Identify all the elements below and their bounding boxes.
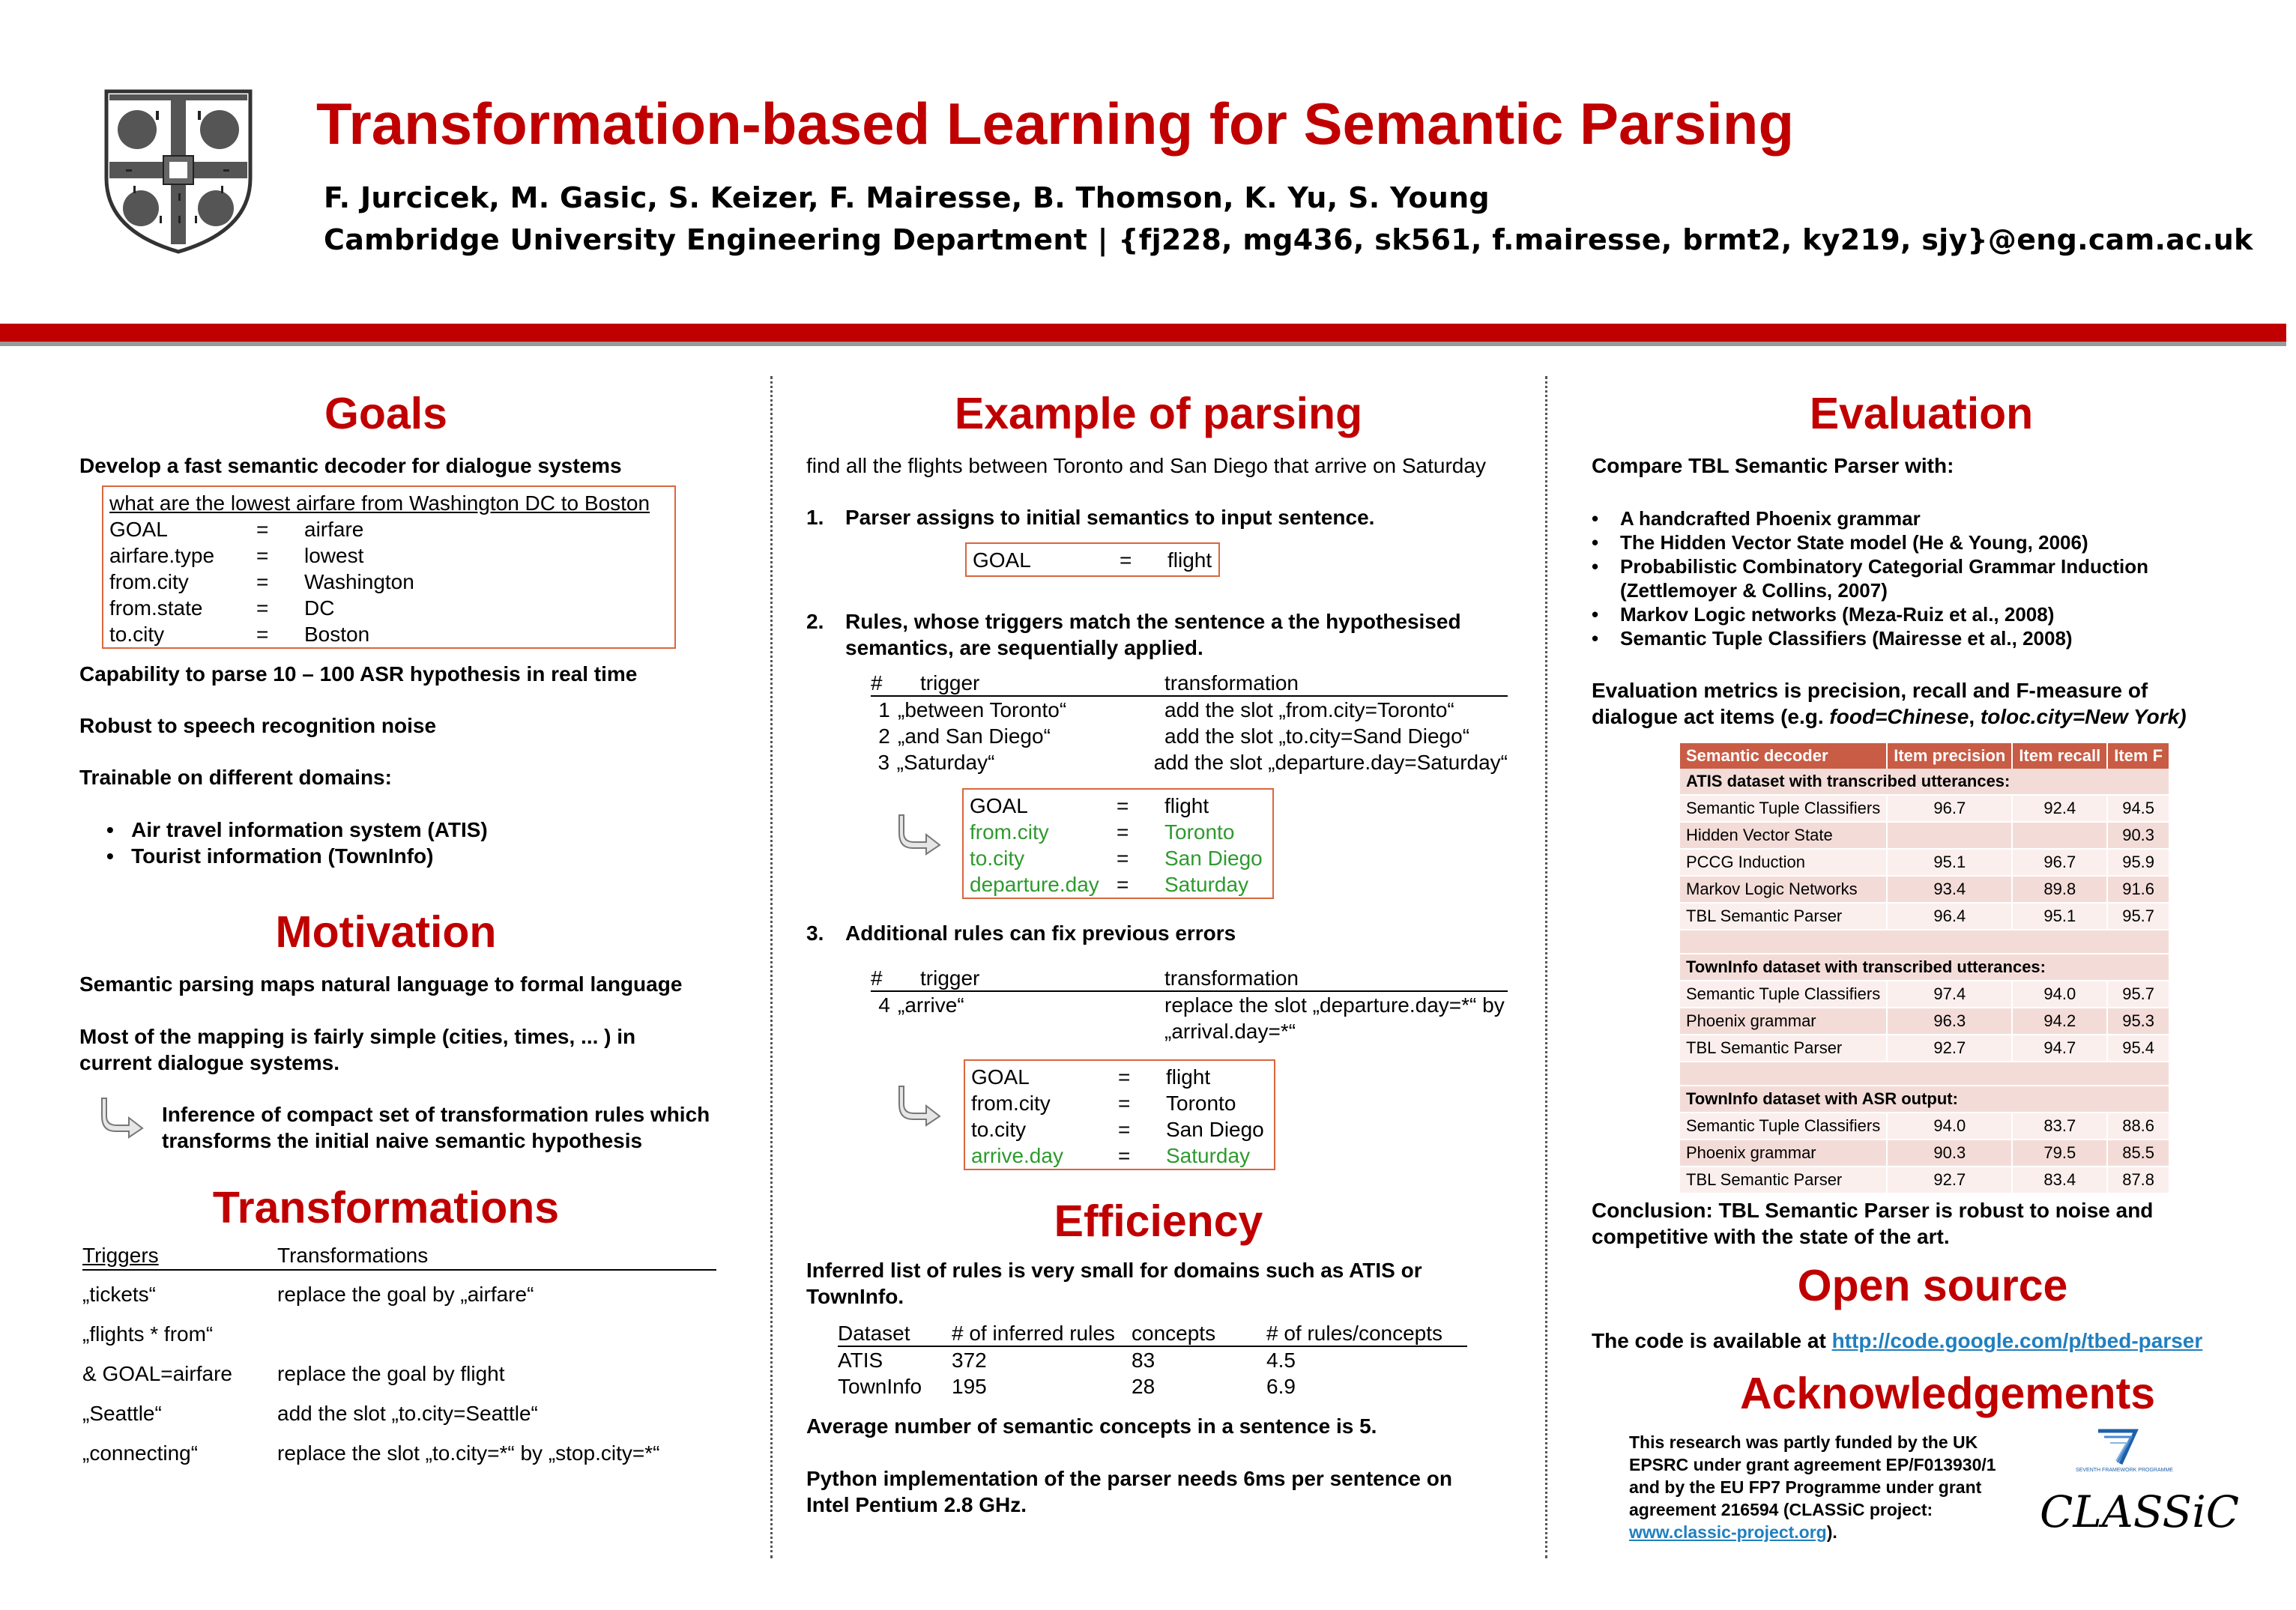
evaluation-table-col: Item recall <box>2012 743 2107 769</box>
evaluation-table-cell: 95.9 <box>2107 849 2169 876</box>
efficiency-col: # of inferred rules <box>952 1322 1115 1345</box>
initial-semantics-box <box>965 542 1220 577</box>
transformation-action: replace the goal by flight <box>277 1362 505 1385</box>
evaluation-table-cell: 92.4 <box>2012 795 2107 822</box>
hypothesis-slot-row <box>971 1143 1268 1169</box>
efficiency-p2: Average number of semantic concepts in a sentence is 5. <box>806 1414 1377 1438</box>
rules-rows <box>871 697 1508 775</box>
column-divider-left <box>770 376 773 1558</box>
evaluation-table-row <box>1680 981 2169 1008</box>
evaluation-table-cell: 95.1 <box>1887 849 2012 876</box>
efficiency-table <box>838 1322 1467 1399</box>
evaluation-table-cell: 90.3 <box>1887 1140 2012 1166</box>
evaluation-table-cell: TBL Semantic Parser <box>1680 903 1887 930</box>
rule4-transformation <box>1164 992 1505 1044</box>
rule-num: 2 <box>878 724 890 748</box>
evaluation-table-cell: 94.2 <box>2012 1008 2107 1035</box>
slot-name: departure.day <box>970 873 1099 896</box>
transformation-row <box>82 1441 716 1481</box>
goals-heading: Goals <box>324 389 447 438</box>
efficiency-cell: 6.9 <box>1266 1375 1296 1398</box>
hypothesis-slot-row <box>970 819 1266 845</box>
efficiency-cell: 83 <box>1132 1349 1155 1372</box>
rule-row <box>871 723 1508 749</box>
motivation-p1: Semantic parsing maps natural language to formal language <box>79 972 683 996</box>
evaluation-table-cell: 95.1 <box>2012 903 2107 930</box>
evaluation-table-cell: Hidden Vector State <box>1680 822 1887 849</box>
goal-slot-row <box>109 542 668 569</box>
evaluation-table-row <box>1680 876 2169 903</box>
example-sentence: find all the flights between Toronto and San Diego that arrive on Saturday <box>806 454 1486 477</box>
rules-col-trigger: trigger <box>920 671 980 694</box>
goals-capability-trainable: Trainable on different domains: <box>79 766 392 789</box>
transformations-rows <box>82 1283 716 1481</box>
transformation-action: replace the slot „to.city=*“ by „stop.city=*“ <box>277 1441 660 1465</box>
goals-domain-item: • Air travel information system (ATIS) <box>106 818 488 841</box>
evaluation-table-cell: 91.6 <box>2107 876 2169 903</box>
slot-eq: = <box>1117 873 1129 896</box>
hypothesis-slot-row <box>971 1090 1268 1116</box>
efficiency-p3a: Python implementation of the parser needs 6ms per sentence on <box>806 1467 1452 1490</box>
transformation-trigger: „tickets“ <box>82 1283 156 1306</box>
slot-value: Boston <box>304 623 370 646</box>
slot-eq: = <box>1118 1065 1131 1089</box>
transformations-table <box>82 1244 716 1481</box>
motivation-p3b: transforms the initial naive semantic hypothesis <box>162 1129 643 1152</box>
goal-slot-row <box>109 569 668 595</box>
transformation-trigger: & GOAL=airfare <box>82 1362 232 1385</box>
goal-slot-row <box>109 516 668 542</box>
slot-value: flight <box>1164 794 1209 817</box>
slot-eq: = <box>1117 820 1129 844</box>
acknowledgements-heading: Acknowledgements <box>1739 1369 2156 1418</box>
evaluation-table-cell: 95.3 <box>2107 1008 2169 1035</box>
transformation-action: replace the goal by „airfare“ <box>277 1283 534 1306</box>
evaluation-table-cell: 85.5 <box>2107 1140 2169 1166</box>
goal-slot-row <box>109 595 668 621</box>
rule4-num: 4 <box>878 993 890 1017</box>
slot-value: airfare <box>304 518 364 541</box>
slot-name: GOAL <box>970 794 1028 817</box>
evaluation-table-cell: 83.4 <box>2012 1166 2107 1193</box>
curved-arrow-icon <box>898 1083 943 1125</box>
example-heading: Example of parsing <box>954 389 1363 438</box>
slot-name: to.city <box>971 1118 1027 1141</box>
rule4-transformation-a: replace the slot „departure.day=*“ by <box>1164 993 1505 1017</box>
slot-eq: = <box>1117 794 1129 817</box>
hypothesis-box-1 <box>962 788 1274 899</box>
goals-example-box <box>102 485 676 649</box>
classic-logo: CLASSiC <box>2040 1486 2240 1537</box>
compare-item-label: A handcrafted Phoenix grammar <box>1620 507 1921 530</box>
ack-line-2: EPSRC under grant agreement EP/F013930/1 <box>1629 1455 1996 1474</box>
ack-line-3: and by the EU FP7 Programme under grant <box>1629 1477 1982 1497</box>
transformation-trigger: „flights * from“ <box>82 1322 214 1346</box>
slot-name: from.city <box>971 1092 1051 1115</box>
evaluation-table-cell: Phoenix grammar <box>1680 1140 1887 1166</box>
rule4-transformation-b: „arrival.day=*“ <box>1164 1020 1296 1043</box>
slot-eq: = <box>256 623 269 646</box>
curved-arrow-icon <box>898 812 943 854</box>
efficiency-p1a: Inferred list of rules is very small for domains such as ATIS or <box>806 1259 1422 1282</box>
slot-value: Saturday <box>1164 873 1249 896</box>
rule-trigger: „Saturday“ <box>896 751 995 774</box>
efficiency-col: # of rules/concepts <box>1266 1322 1443 1345</box>
evaluation-table-cell: 93.4 <box>1887 876 2012 903</box>
slot-name: airfare.type <box>109 544 215 567</box>
evaluation-table-cell: Markov Logic Networks <box>1680 876 1887 903</box>
evaluation-table-cell: TBL Semantic Parser <box>1680 1035 1887 1062</box>
slot-name: to.city <box>970 847 1025 870</box>
evaluation-table-cell: 90.3 <box>2107 822 2169 849</box>
init-slot: GOAL <box>973 548 1031 572</box>
hypothesis-slot-row <box>970 845 1266 871</box>
evaluation-table-row <box>1680 903 2169 930</box>
bullet: • <box>1592 627 1599 650</box>
evaluation-compare-item-cont: (Zettlemoyer & Collins, 2007) <box>1620 579 1888 602</box>
motivation-p3a: Inference of compact set of transformation rules which <box>162 1103 710 1126</box>
goals-intro: Develop a fast semantic decoder for dialogue systems <box>79 454 622 477</box>
example-step2-text-b: semantics, are sequentially applied. <box>845 636 1203 659</box>
efficiency-col: Dataset <box>838 1322 910 1345</box>
evaluation-table-cell: Semantic Tuple Classifiers <box>1680 795 1887 822</box>
evaluation-table-cell: 87.8 <box>2107 1166 2169 1193</box>
evaluation-table-cell: 94.0 <box>2012 981 2107 1008</box>
header-red-band <box>0 324 2286 342</box>
init-eq: = <box>1120 548 1132 572</box>
efficiency-row <box>838 1347 1467 1373</box>
efficiency-p3b: Intel Pentium 2.8 GHz. <box>806 1493 1027 1516</box>
metrics-b-text: dialogue act items (e.g. <box>1592 705 1830 728</box>
ack-end: ). <box>1826 1522 1837 1542</box>
slot-name: to.city <box>109 623 165 646</box>
transformations-heading: Transformations <box>212 1183 560 1232</box>
evaluation-table-cell: 96.3 <box>1887 1008 2012 1035</box>
transformations-col-triggers: Triggers <box>82 1244 159 1267</box>
bullet: • <box>1592 507 1599 530</box>
slot-value: Toronto <box>1166 1092 1236 1115</box>
slot-value: DC <box>304 596 335 620</box>
rule-trigger: „between Toronto“ <box>898 698 1067 721</box>
evaluation-table-cell: 95.7 <box>2107 981 2169 1008</box>
transformations-col-transformations: Transformations <box>277 1244 429 1267</box>
motivation-heading: Motivation <box>275 907 497 957</box>
evaluation-table-cell: 97.4 <box>1887 981 2012 1008</box>
evaluation-table-cell: Semantic Tuple Classifiers <box>1680 981 1887 1008</box>
motivation-p2a: Most of the mapping is fairly simple (cities, times, ... ) in <box>79 1025 636 1048</box>
open-source-text <box>1592 1329 2202 1353</box>
example-step3-num: 3. <box>806 921 824 945</box>
hypothesis-slot-row <box>971 1116 1268 1143</box>
transformation-row <box>82 1402 716 1441</box>
hypothesis-box-2 <box>964 1059 1275 1170</box>
goals-domain-label: Tourist information (TownInfo) <box>131 844 434 868</box>
fp7-logo-text: SEVENTH FRAMEWORK PROGRAMME <box>2076 1468 2173 1473</box>
evaluation-table-row <box>1680 1035 2169 1062</box>
evaluation-intro: Compare TBL Semantic Parser with: <box>1592 454 1954 477</box>
efficiency-cell: 4.5 <box>1266 1349 1296 1372</box>
slot-eq: = <box>256 518 269 541</box>
bullet: • <box>1592 555 1599 578</box>
motivation-p2b: current dialogue systems. <box>79 1051 340 1074</box>
example-step1-num: 1. <box>806 506 824 529</box>
efficiency-heading: Efficiency <box>1054 1196 1263 1246</box>
hypothesis-slot-row <box>970 793 1266 819</box>
compare-item-label: Probabilistic Combinatory Categorial Grammar Induction <box>1620 555 2149 578</box>
evaluation-table-cell: 88.6 <box>2107 1113 2169 1140</box>
rule-num: 3 <box>877 751 890 774</box>
example-step2-num: 2. <box>806 610 824 633</box>
rule-num: 1 <box>878 698 890 721</box>
evaluation-table-row <box>1680 1140 2169 1166</box>
transformation-row <box>82 1283 716 1322</box>
rule-trigger: „and San Diego“ <box>898 724 1051 748</box>
transformation-row <box>82 1322 716 1362</box>
rule-transformation: add the slot „to.city=Sand Diego“ <box>1164 724 1470 748</box>
metrics-sep: , <box>1969 705 1981 728</box>
slot-eq: = <box>1117 847 1129 870</box>
rule4-col-transformation: transformation <box>1164 966 1299 990</box>
evaluation-table-col: Semantic decoder <box>1680 743 1887 769</box>
slot-value: lowest <box>304 544 364 567</box>
affiliation-line: Cambridge University Engineering Department | {fj228, mg436, sk561, f.mairesse, brmt2, ky219, sjy}@eng.cam.ac.uk <box>324 223 2253 256</box>
efficiency-cell: ATIS <box>838 1349 883 1372</box>
example-step3-text: Additional rules can fix previous errors <box>845 921 1236 945</box>
evaluation-table-cell: 95.4 <box>2107 1035 2169 1062</box>
goals-domain-item: • Tourist information (TownInfo) <box>106 844 434 868</box>
slot-value: flight <box>1166 1065 1211 1089</box>
evaluation-table-cell: Phoenix grammar <box>1680 1008 1887 1035</box>
open-source-link[interactable]: http://code.google.com/p/tbed-parser <box>1831 1329 2203 1352</box>
goals-example-sentence: what are the lowest airfare from Washington DC to Boston <box>109 491 650 515</box>
transformation-row <box>82 1362 716 1402</box>
evaluation-table-row <box>1680 849 2169 876</box>
evaluation-table-header <box>1680 743 2169 769</box>
rule-transformation: add the slot „from.city=Toronto“ <box>1164 698 1454 721</box>
metrics-example-1: food=Chinese <box>1829 705 1969 728</box>
evaluation-table-row <box>1680 1008 2169 1035</box>
evaluation-compare-item <box>1592 626 2148 650</box>
rule4-trigger: „arrive“ <box>898 993 964 1017</box>
slot-name: from.city <box>109 570 189 593</box>
efficiency-cell: 195 <box>952 1375 987 1398</box>
evaluation-table-cell: 94.5 <box>2107 795 2169 822</box>
open-source-heading: Open source <box>1797 1261 2068 1310</box>
rules-col-transformation: transformation <box>1164 671 1299 694</box>
efficiency-rows <box>838 1347 1467 1399</box>
efficiency-header-row <box>838 1322 1467 1347</box>
evaluation-conclusion-a: Conclusion: TBL Semantic Parser is robust to noise and <box>1592 1199 2154 1222</box>
goals-capability-robust: Robust to speech recognition noise <box>79 714 437 737</box>
evaluation-compare-item <box>1592 554 2148 578</box>
curved-arrow-icon <box>100 1095 145 1137</box>
slot-value: San Diego <box>1164 847 1263 870</box>
goals-capability-realtime: Capability to parse 10 – 100 ASR hypothesis in real time <box>79 662 638 686</box>
evaluation-table-cell <box>2012 822 2107 849</box>
metrics-example-2: toloc.city=New York) <box>1980 705 2187 728</box>
hypothesis-slot-row <box>970 871 1266 898</box>
evaluation-table-spacer <box>1680 1062 2169 1086</box>
transformation-action: add the slot „to.city=Seattle“ <box>277 1402 538 1425</box>
evaluation-table-cell: 83.7 <box>2012 1113 2107 1140</box>
evaluation-conclusion-b: competitive with the state of the art. <box>1592 1225 1950 1248</box>
rule-row <box>871 749 1508 775</box>
evaluation-table-cell: 96.4 <box>1887 903 2012 930</box>
rule4-header-row <box>871 966 1508 992</box>
slot-name: from.state <box>109 596 203 620</box>
fp7-logo <box>2076 1426 2173 1473</box>
hypothesis-slot-row <box>971 1064 1268 1090</box>
rule4-col-trigger: trigger <box>920 966 980 990</box>
slot-name: GOAL <box>109 518 168 541</box>
evaluation-metrics-a: Evaluation metrics is precision, recall and F-measure of <box>1592 679 2148 702</box>
ack-line-1: This research was partly funded by the UK <box>1629 1432 1978 1452</box>
slot-name: from.city <box>970 820 1049 844</box>
slot-eq: = <box>256 570 269 593</box>
slot-eq: = <box>1118 1118 1131 1141</box>
rule4-table <box>871 966 1508 1044</box>
efficiency-cell: TownInfo <box>838 1375 922 1398</box>
goals-domain-label: Air travel information system (ATIS) <box>131 818 488 841</box>
efficiency-col: concepts <box>1132 1322 1216 1345</box>
evaluation-table-cell: TBL Semantic Parser <box>1680 1166 1887 1193</box>
transformations-header-row <box>82 1244 716 1271</box>
header-gray-band <box>0 342 2286 346</box>
efficiency-row <box>838 1373 1467 1399</box>
slot-value: Toronto <box>1164 820 1235 844</box>
slot-eq: = <box>256 544 269 567</box>
evaluation-table-cell: 94.0 <box>1887 1113 2012 1140</box>
slot-value: San Diego <box>1166 1118 1264 1141</box>
authors-line: F. Jurcicek, M. Gasic, S. Keizer, F. Mairesse, B. Thomson, K. Yu, S. Young <box>324 181 1490 214</box>
evaluation-table-cell: 92.7 <box>1887 1166 2012 1193</box>
rule4-row <box>871 992 1508 1044</box>
evaluation-table-cell: 89.8 <box>2012 876 2107 903</box>
evaluation-table-cell: 96.7 <box>2012 849 2107 876</box>
evaluation-table-cell: 79.5 <box>2012 1140 2107 1166</box>
efficiency-cell: 28 <box>1132 1375 1155 1398</box>
rules-col-num: # <box>871 671 883 694</box>
evaluation-group-title: TownInfo dataset with transcribed utterances: <box>1680 954 2169 981</box>
ack-line-4: agreement 216594 (CLASSiC project: <box>1629 1500 1933 1519</box>
efficiency-p1b: TownInfo. <box>806 1285 904 1308</box>
evaluation-table-cell <box>1887 822 2012 849</box>
acknowledgements-text <box>1629 1431 1996 1543</box>
example-step1-text: Parser assigns to initial semantics to input sentence. <box>845 506 1375 529</box>
bullet: • <box>1592 603 1599 626</box>
compare-item-label: Markov Logic networks (Meza-Ruiz et al., 2008) <box>1620 603 2055 626</box>
evaluation-results-table <box>1680 743 2170 1194</box>
evaluation-table-cell: 96.7 <box>1887 795 2012 822</box>
evaluation-table-cell: PCCG Induction <box>1680 849 1887 876</box>
slot-eq: = <box>1118 1144 1131 1167</box>
university-crest-logo <box>103 88 253 255</box>
goals-slot-list <box>109 516 668 647</box>
efficiency-cell: 372 <box>952 1349 987 1372</box>
slot-eq: = <box>1118 1092 1131 1115</box>
evaluation-table-row <box>1680 795 2169 822</box>
compare-item-label: Semantic Tuple Classifiers (Mairesse et al., 2008) <box>1620 627 2073 650</box>
evaluation-compare-item <box>1592 602 2148 626</box>
evaluation-compare-item <box>1592 506 2148 530</box>
rules-header-row <box>871 671 1508 697</box>
slot-name: GOAL <box>971 1065 1030 1089</box>
evaluation-compare-list <box>1592 506 2148 650</box>
goal-slot-row <box>109 621 668 647</box>
evaluation-metrics-b <box>1592 705 2187 729</box>
evaluation-group-title: TownInfo dataset with ASR output: <box>1680 1086 2169 1113</box>
evaluation-heading: Evaluation <box>1809 389 2034 438</box>
evaluation-table-cell: 94.7 <box>2012 1035 2107 1062</box>
evaluation-compare-item <box>1592 530 2148 554</box>
transformation-trigger: „Seattle“ <box>82 1402 162 1425</box>
evaluation-table-group <box>1680 769 2169 795</box>
ack-link[interactable]: www.classic-project.org <box>1629 1522 1827 1542</box>
ack-line-5 <box>1629 1521 1996 1543</box>
slot-value: Saturday <box>1166 1144 1251 1167</box>
bullet: • <box>1592 531 1599 554</box>
slot-eq: = <box>256 596 269 620</box>
compare-item-label: The Hidden Vector State model (He & Young, 2006) <box>1620 531 2088 554</box>
open-source-label: The code is available at <box>1592 1329 1832 1352</box>
evaluation-table-group <box>1680 954 2169 981</box>
slot-value: Washington <box>304 570 414 593</box>
evaluation-table-col: Item precision <box>1887 743 2012 769</box>
evaluation-table-cell: 95.7 <box>2107 903 2169 930</box>
evaluation-table-cell: Semantic Tuple Classifiers <box>1680 1113 1887 1140</box>
evaluation-table-row <box>1680 822 2169 849</box>
evaluation-table-row <box>1680 1113 2169 1140</box>
rule-row <box>871 697 1508 723</box>
transformation-trigger: „connecting“ <box>82 1441 199 1465</box>
evaluation-table-row <box>1680 1166 2169 1193</box>
rules-table <box>871 671 1508 775</box>
rule-transformation: add the slot „departure.day=Saturday“ <box>1153 751 1508 774</box>
poster-title: Transformation-based Learning for Semantic Parsing <box>316 91 1795 157</box>
init-value: flight <box>1167 548 1212 572</box>
evaluation-group-title: ATIS dataset with transcribed utterances: <box>1680 769 2169 795</box>
example-step2-text-a: Rules, whose triggers match the sentence a the hypothesised <box>845 610 1461 633</box>
evaluation-table-cell: 92.7 <box>1887 1035 2012 1062</box>
slot-name: arrive.day <box>971 1144 1063 1167</box>
evaluation-table-group <box>1680 1086 2169 1113</box>
rule4-col-num: # <box>871 966 883 990</box>
evaluation-table-col: Item F <box>2107 743 2169 769</box>
evaluation-table-spacer <box>1680 930 2169 954</box>
